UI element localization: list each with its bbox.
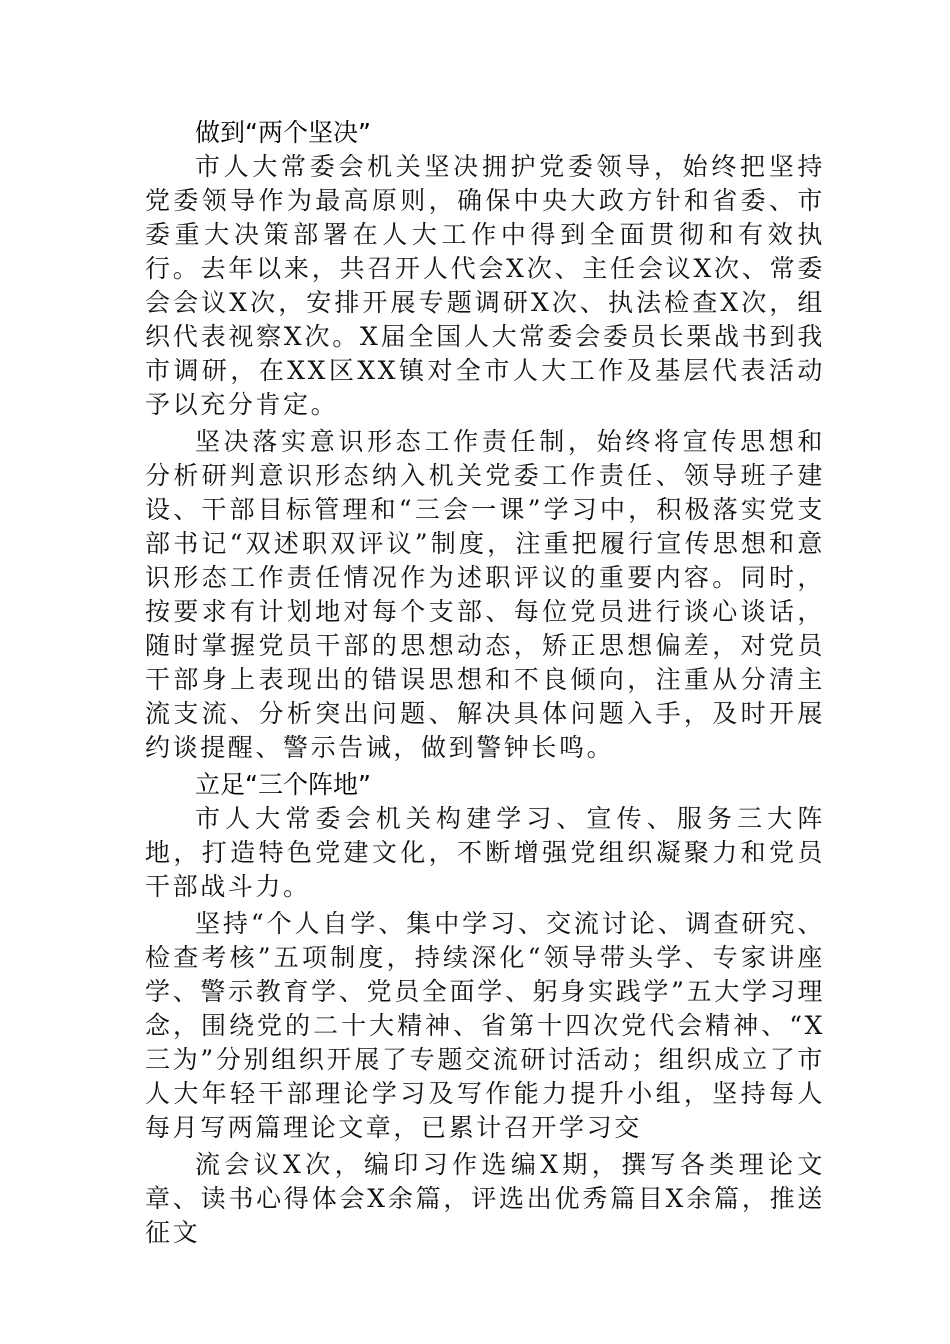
paragraph: 市人大常委会机关坚决拥护党委领导，始终把坚持党委领导作为最高原则，确保中央大政方针和省委、市委重大决策部署在人大工作中得到全面贯彻和有效执行。去年以来，共召开人代会X次、主任会议X次、常委会会议X次，安排开展专题调研X次、执法检查X次，组织代表视察X次。X届全国人大常委会委员长栗战书到我市调研，在XX区XX镇对全市人大工作及基层代表活动予以充分肯定。 <box>145 152 825 419</box>
paragraph: 坚决落实意识形态工作责任制，始终将宣传思想和分析研判意识形态纳入机关党委工作责任、领导班子建设、干部目标管理和“三会一课”学习中，积极落实党支部书记“双述职双评议”制度，注重把履行宣传思想和意识形态工作责任情况作为述职评议的重要内容。同时，按要求有计划地对每个支部、每位党员进行谈心谈话，随时掌握党员干部的思想动态，矫正思想偏差，对党员干部身上表现出的错误思想和不良倾向，注重从分清主流支流、分析突出问题、解决具体问题入手，及时开展约谈提醒、警示告诫，做到警钟长鸣。 <box>145 427 825 762</box>
paragraph: 坚持“个人自学、集中学习、交流讨论、调查研究、检查考核”五项制度，持续深化“领导带头学、专家讲座学、警示教育学、党员全面学、躬身实践学”五大学习理念，围绕党的二十大精神、省第十四次党代会精神、“X三为”分别组织开展了专题交流研讨活动；组织成立了市人大年轻干部理论学习及写作能力提升小组，坚持每人每月写两篇理论文章，已累计召开学习交 <box>145 909 825 1142</box>
document-page <box>145 116 825 1253</box>
paragraph: 流会议X次，编印习作选编X期，撰写各类理论文章、读书心得体会X余篇，评选出优秀篇目X余篇，推送征文 <box>145 1150 825 1247</box>
section-heading: 立足“三个阵地” <box>195 770 371 799</box>
section-three-positions <box>145 768 825 1250</box>
paragraph: 市人大常委会机关构建学习、宣传、服务三大阵地，打造特色党建文化，不断增强党组织凝聚力和党员干部战斗力。 <box>145 804 825 901</box>
section-heading: 做到“两个坚决” <box>195 118 371 147</box>
section-two-resolutions <box>145 116 825 765</box>
